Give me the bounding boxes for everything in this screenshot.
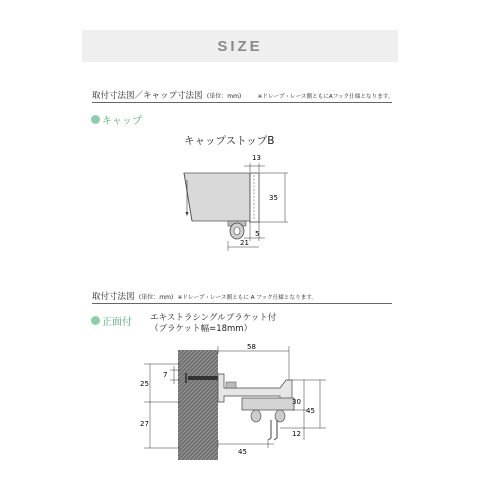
section1-heading-text: 取付寸法図／キャップ寸法図 — [92, 91, 203, 101]
dim-58: 58 — [247, 343, 256, 351]
dim-13: 13 — [252, 154, 261, 162]
screw — [188, 376, 218, 380]
bullet-dot-icon — [91, 115, 100, 124]
dim-25: 25 — [140, 380, 149, 388]
dim-27: 27 — [140, 420, 149, 428]
front-mount-diagram — [130, 340, 350, 470]
bracket-width: （ブラケット幅=18mm） — [150, 324, 253, 334]
dim-45-right: 45 — [306, 407, 315, 415]
size-banner — [82, 30, 398, 62]
section2-heading — [92, 290, 317, 302]
section1-heading — [92, 89, 393, 101]
bullet-dot-icon — [91, 316, 100, 325]
section2-bullet — [91, 313, 132, 328]
section1-bullet — [91, 112, 142, 127]
section2-note: ※ドレープ・レース側ともに A フック仕様となります。 — [177, 295, 317, 301]
cap-rail-body — [184, 173, 250, 221]
dim-12: 12 — [292, 430, 301, 438]
section2-heading-text: 取付寸法図 — [92, 292, 135, 302]
dim-30: 30 — [292, 398, 301, 406]
cap-diagram — [170, 145, 300, 255]
dim-5: 5 — [255, 230, 260, 238]
section1-bullet-label: キャップ — [102, 116, 142, 127]
rail — [242, 398, 294, 410]
dim-45-bottom: 45 — [238, 448, 247, 456]
product-name: エキストラシングルブラケット付 — [150, 313, 277, 323]
section1-unit: (単位：mm) — [206, 93, 242, 100]
cap-diagram-title: キャップストップB — [184, 135, 275, 147]
section2-unit: (単位：mm) — [138, 294, 174, 301]
section2-bullet-label: 正面付 — [102, 317, 132, 328]
section1-rule — [92, 102, 392, 103]
dim-7: 7 — [163, 371, 168, 379]
section1-note: ※ドレープ・レース側ともにAフック仕様となります。 — [257, 94, 394, 100]
cap-end — [250, 173, 259, 222]
size-title: SIZE — [217, 37, 263, 55]
dim-21: 21 — [240, 239, 249, 247]
section2-rule — [92, 303, 392, 304]
dim-35: 35 — [269, 194, 278, 202]
wall — [178, 350, 218, 460]
